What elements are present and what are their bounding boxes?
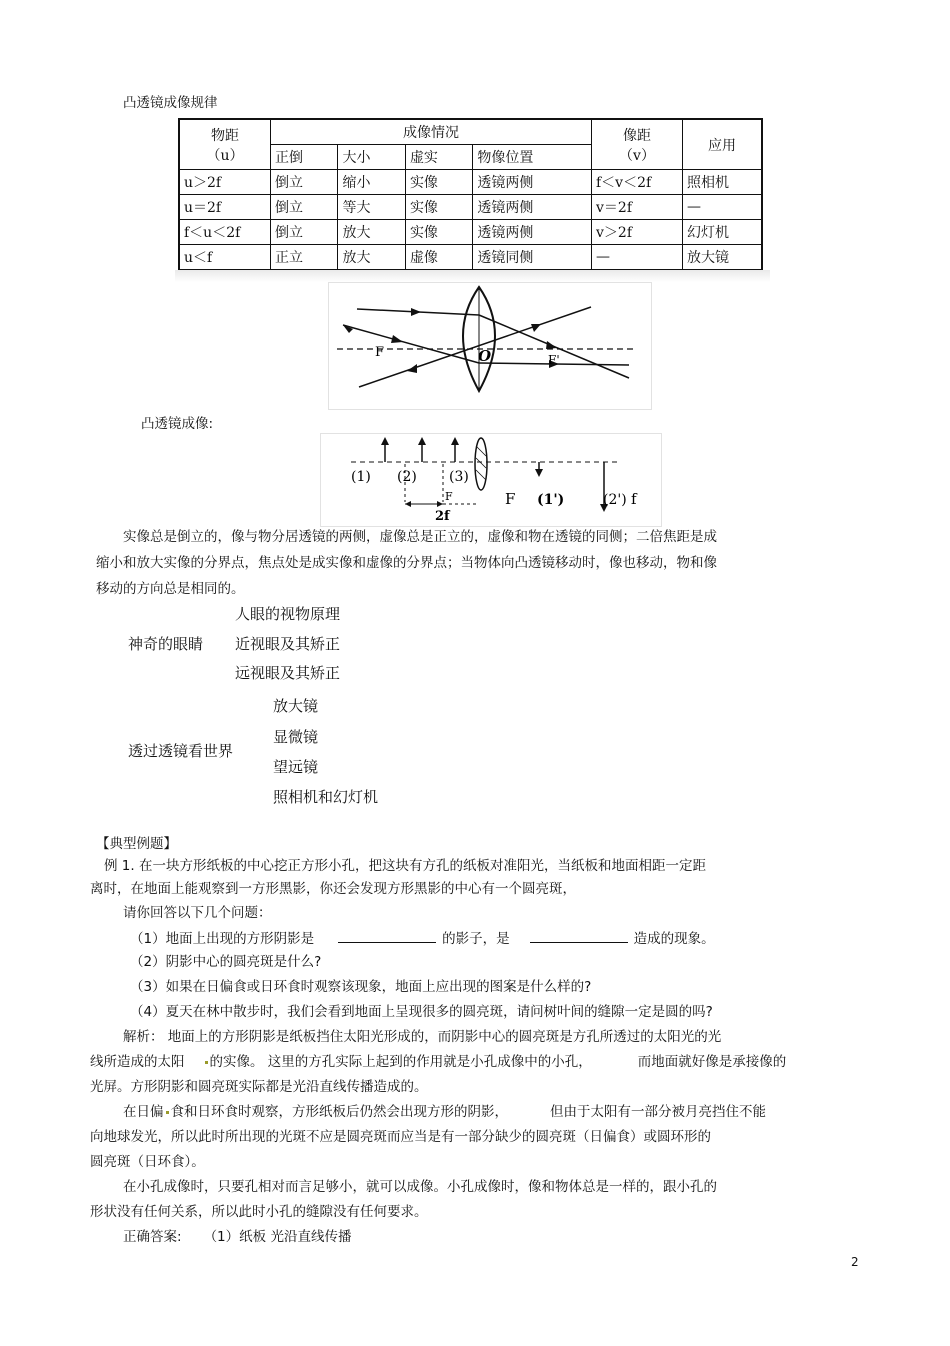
lens-ray-diagram-frame	[328, 282, 652, 410]
svg-text:(3): (3)	[449, 469, 469, 485]
header-application: 应用	[683, 119, 763, 170]
label-f: F	[375, 345, 385, 360]
analysis-line: 解析： 地面上的方形阴影是纸板挡住太阳光形成的，而阴影中心的圆亮斑是方孔所透过的太阳光的光	[123, 1029, 722, 1045]
question-line: 例 1. 在一块方形纸板的中心挖正方形小孔，把这块有方孔的纸板对准阳光，当纸板和地面相距一定距	[104, 858, 706, 874]
analysis-line: 光屏。方形阴影和圆亮斑实际都是光沿直线传播造成的。	[90, 1079, 428, 1095]
svg-text:(1'): (1')	[537, 492, 565, 508]
lens-world-item: 显微镜	[273, 728, 319, 746]
table-row: u＞2f 倒立 缩小 实像 透镜两侧 f＜v＜2f 照相机	[179, 170, 762, 195]
example-heading: 【典型例题】	[96, 836, 177, 852]
svg-text:F: F	[505, 490, 516, 508]
blank-2[interactable]	[530, 928, 628, 943]
section-title: 凸透镜成像规律	[123, 95, 218, 111]
header-object-distance: 物距 （u）	[179, 119, 271, 170]
header-position: 物像位置	[473, 145, 592, 170]
eyes-title: 神奇的眼睛	[128, 635, 204, 653]
analysis-line: 在日偏 食和日环食时观察，方形纸板后仍然会出现方形的阴影， 但由于太阳有一部分被月亮挡住不能	[123, 1104, 766, 1120]
lens-world-item: 放大镜	[273, 697, 319, 715]
page-number: 2	[851, 1255, 859, 1269]
blank-1[interactable]	[338, 928, 436, 943]
table-row: u＝2f 倒立 等大 实像 透镜两侧 v＝2f —	[179, 195, 762, 220]
svg-text:(1): (1)	[351, 469, 371, 485]
header-orientation: 正倒	[271, 145, 338, 170]
svg-text:(2): (2)	[397, 469, 417, 485]
image-position-diagram-frame	[320, 433, 662, 527]
eyes-item: 远视眼及其矫正	[235, 664, 341, 682]
question-1: （1）地面上出现的方形阴影是 的影子，是 造成的现象。	[130, 928, 715, 949]
analysis-line: 在小孔成像时，只要孔相对而言足够小，就可以成像。小孔成像时，像和物体总是一样的，跟小孔的	[123, 1179, 717, 1195]
header-image-distance: 像距 （v）	[592, 119, 683, 170]
svg-text:f: f	[631, 490, 637, 508]
label-o: O	[478, 347, 492, 365]
para-line: 实像总是倒立的，像与物分居透镜的两侧，虚像总是正立的，虚像和物在透镜的同侧；二倍焦距是成	[123, 529, 717, 545]
analysis-line: 线所造成的太阳 的实像。 这里的方孔实际上起到的作用就是小孔成像中的小孔， 而地面就好像是承接像的	[90, 1054, 787, 1070]
table-row: f＜u＜2f 倒立 放大 实像 透镜两侧 v＞2f 幻灯机	[179, 220, 762, 245]
question-3: （3）如果在日偏食或日环食时观察该现象，地面上应出现的图案是什么样的?	[130, 979, 592, 995]
analysis-line: 形状没有任何关系，所以此时小孔的缝隙没有任何要求。	[90, 1204, 428, 1220]
para-line: 缩小和放大实像的分界点，焦点处是成实像和虚像的分界点；当物体向凸透镜移动时，像也移动，物和像	[96, 555, 717, 571]
lens-ray-diagram	[329, 283, 651, 409]
convex-lens-rules-table	[178, 118, 763, 271]
eyes-item: 近视眼及其矫正	[235, 635, 341, 653]
figure-caption: 凸透镜成像:	[141, 416, 214, 432]
svg-text:F: F	[445, 490, 453, 503]
table-shadow	[175, 270, 770, 282]
table-row: u＜f 正立 放大 虚像 透镜同侧 — 放大镜	[179, 245, 762, 271]
image-position-diagram	[321, 434, 661, 526]
analysis-line: 圆亮斑（日环食）。	[90, 1154, 205, 1170]
label-f-prime: F'	[548, 353, 560, 367]
header-real-virtual: 虚实	[405, 145, 472, 170]
lens-world-title: 透过透镜看世界	[128, 742, 234, 760]
question-line: 离时，在地面上能观察到一方形黑影，你还会发现方形黑影的中心有一个圆亮斑，	[90, 881, 576, 897]
question-2: （2）阴影中心的圆亮斑是什么?	[130, 954, 322, 970]
analysis-line: 向地球发光，所以此时所出现的光斑不应是圆亮斑而应当是有一部分缺少的圆亮斑（日偏食）或圆环形的	[90, 1129, 711, 1145]
svg-text:(2'): (2')	[603, 492, 627, 508]
eyes-item: 人眼的视物原理	[235, 605, 341, 623]
answer-line: 正确答案: （1）纸板 光沿直线传播	[123, 1229, 352, 1245]
header-image-situation: 成像情况	[271, 119, 592, 145]
header-size: 大小	[338, 145, 405, 170]
para-line: 移动的方向总是相同的。	[96, 581, 245, 597]
question-4: （4）夏天在林中散步时，我们会看到地面上呈现很多的圆亮斑，请问树叶间的缝隙一定是圆的吗?	[130, 1004, 713, 1020]
svg-text:2f: 2f	[435, 509, 450, 524]
lens-world-item: 照相机和幻灯机	[273, 788, 379, 806]
question-prompt: 请你回答以下几个问题：	[123, 905, 272, 921]
lens-world-item: 望远镜	[273, 758, 319, 776]
